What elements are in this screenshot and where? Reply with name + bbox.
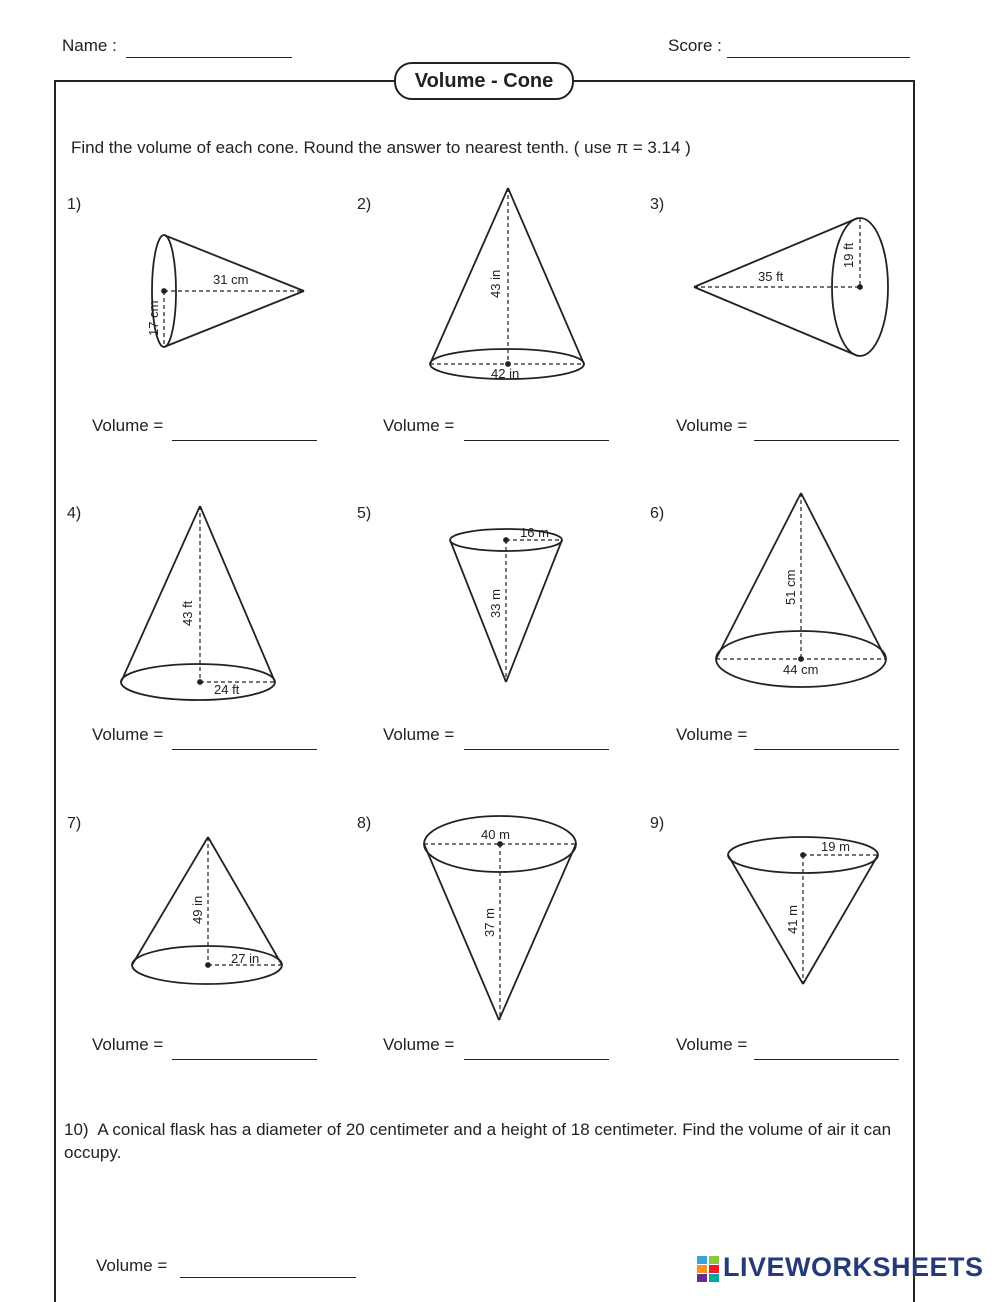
cone-9-radius-label: 19 m <box>821 839 850 854</box>
problem-9-volume-label: Volume = <box>676 1035 748 1054</box>
problem-2-volume-label: Volume = <box>383 416 455 435</box>
instructions: Find the volume of each cone. Round the answer to nearest tenth. ( use π = 3.14 ) <box>71 138 691 157</box>
problem-6-answer-line[interactable] <box>754 749 899 750</box>
cone-5-diagram <box>450 525 562 682</box>
worksheet-title: Volume - Cone <box>394 62 574 100</box>
cone-9-diagram <box>728 837 878 984</box>
cone-2-height-label: 43 in <box>488 269 503 298</box>
problem-4-number: 4) <box>67 505 82 522</box>
problem-9-answer-line[interactable] <box>754 1059 899 1060</box>
question-10-answer-line[interactable] <box>180 1277 356 1278</box>
cone-3-radius-label: 19 ft <box>841 242 856 268</box>
problem-8-volume-label: Volume = <box>383 1035 455 1054</box>
cone-1-length-label: 31 cm <box>213 272 249 287</box>
problem-5-number: 5) <box>357 505 372 522</box>
liveworksheets-logo-icon <box>697 1256 719 1282</box>
cone-6-diagram <box>716 493 886 687</box>
problem-6-volume-label: Volume = <box>676 725 748 744</box>
problem-2-number: 2) <box>357 196 372 213</box>
problem-9-number: 9) <box>650 815 665 832</box>
problem-1-volume-label: Volume = <box>92 416 164 435</box>
problem-5-answer-line[interactable] <box>464 749 609 750</box>
cone-4-radius-label: 24 ft <box>214 682 240 697</box>
question-10-number: 10) <box>64 1120 89 1139</box>
cone-7-radius-label: 27 in <box>231 951 260 966</box>
cone-7-height-label: 49 in <box>190 895 205 924</box>
problem-6-number: 6) <box>650 505 665 522</box>
problem-8-number: 8) <box>357 815 372 832</box>
cone-3-length-label: 35 ft <box>758 269 784 284</box>
problem-2-answer-line[interactable] <box>464 440 609 441</box>
cone-5-radius-label: 16 m <box>520 525 549 540</box>
problem-7-number: 7) <box>67 815 82 832</box>
problem-7-answer-line[interactable] <box>172 1059 317 1060</box>
cone-8-diagram <box>424 816 576 1020</box>
cone-5-height-label: 33 m <box>488 589 503 618</box>
cone-6-height-label: 51 cm <box>783 569 798 605</box>
cone-2-diagram <box>430 188 584 381</box>
cone-8-diameter-label: 40 m <box>481 827 510 842</box>
problem-1-answer-line[interactable] <box>172 440 317 441</box>
problem-3-answer-line[interactable] <box>754 440 899 441</box>
cone-6-diameter-label: 44 cm <box>783 662 819 677</box>
cone-3-diagram <box>694 218 888 356</box>
cone-4-diagram <box>121 506 275 700</box>
problem-8-answer-line[interactable] <box>464 1059 609 1060</box>
problem-4-volume-label: Volume = <box>92 725 164 744</box>
cone-9-height-label: 41 m <box>785 905 800 934</box>
question-10 <box>64 1118 914 1164</box>
liveworksheets-logo <box>697 1252 984 1283</box>
cone-1-diagram <box>146 235 304 347</box>
cone-1-radius-label: 17 cm <box>146 300 161 336</box>
problem-3-number: 3) <box>650 196 665 213</box>
problem-7-volume-label: Volume = <box>92 1035 164 1054</box>
problem-3-volume-label: Volume = <box>676 416 748 435</box>
cone-2-diameter-label: 42 in <box>491 366 520 381</box>
cone-4-height-label: 43 ft <box>180 600 195 626</box>
cone-7-diagram <box>132 837 282 984</box>
liveworksheets-brand-text: LIVEWORKSHEETS <box>723 1252 984 1282</box>
cone-8-height-label: 37 m <box>482 908 497 937</box>
score-label: Score : <box>668 36 722 55</box>
problem-1-number: 1) <box>67 196 82 213</box>
name-label: Name : <box>62 36 117 55</box>
problem-4-answer-line[interactable] <box>172 749 317 750</box>
question-10-text: A conical flask has a diameter of 20 centimeter and a height of 18 centimeter. Find the volume of air it can occupy. <box>64 1120 892 1162</box>
problem-5-volume-label: Volume = <box>383 725 455 744</box>
question-10-volume-label: Volume = <box>96 1256 168 1275</box>
